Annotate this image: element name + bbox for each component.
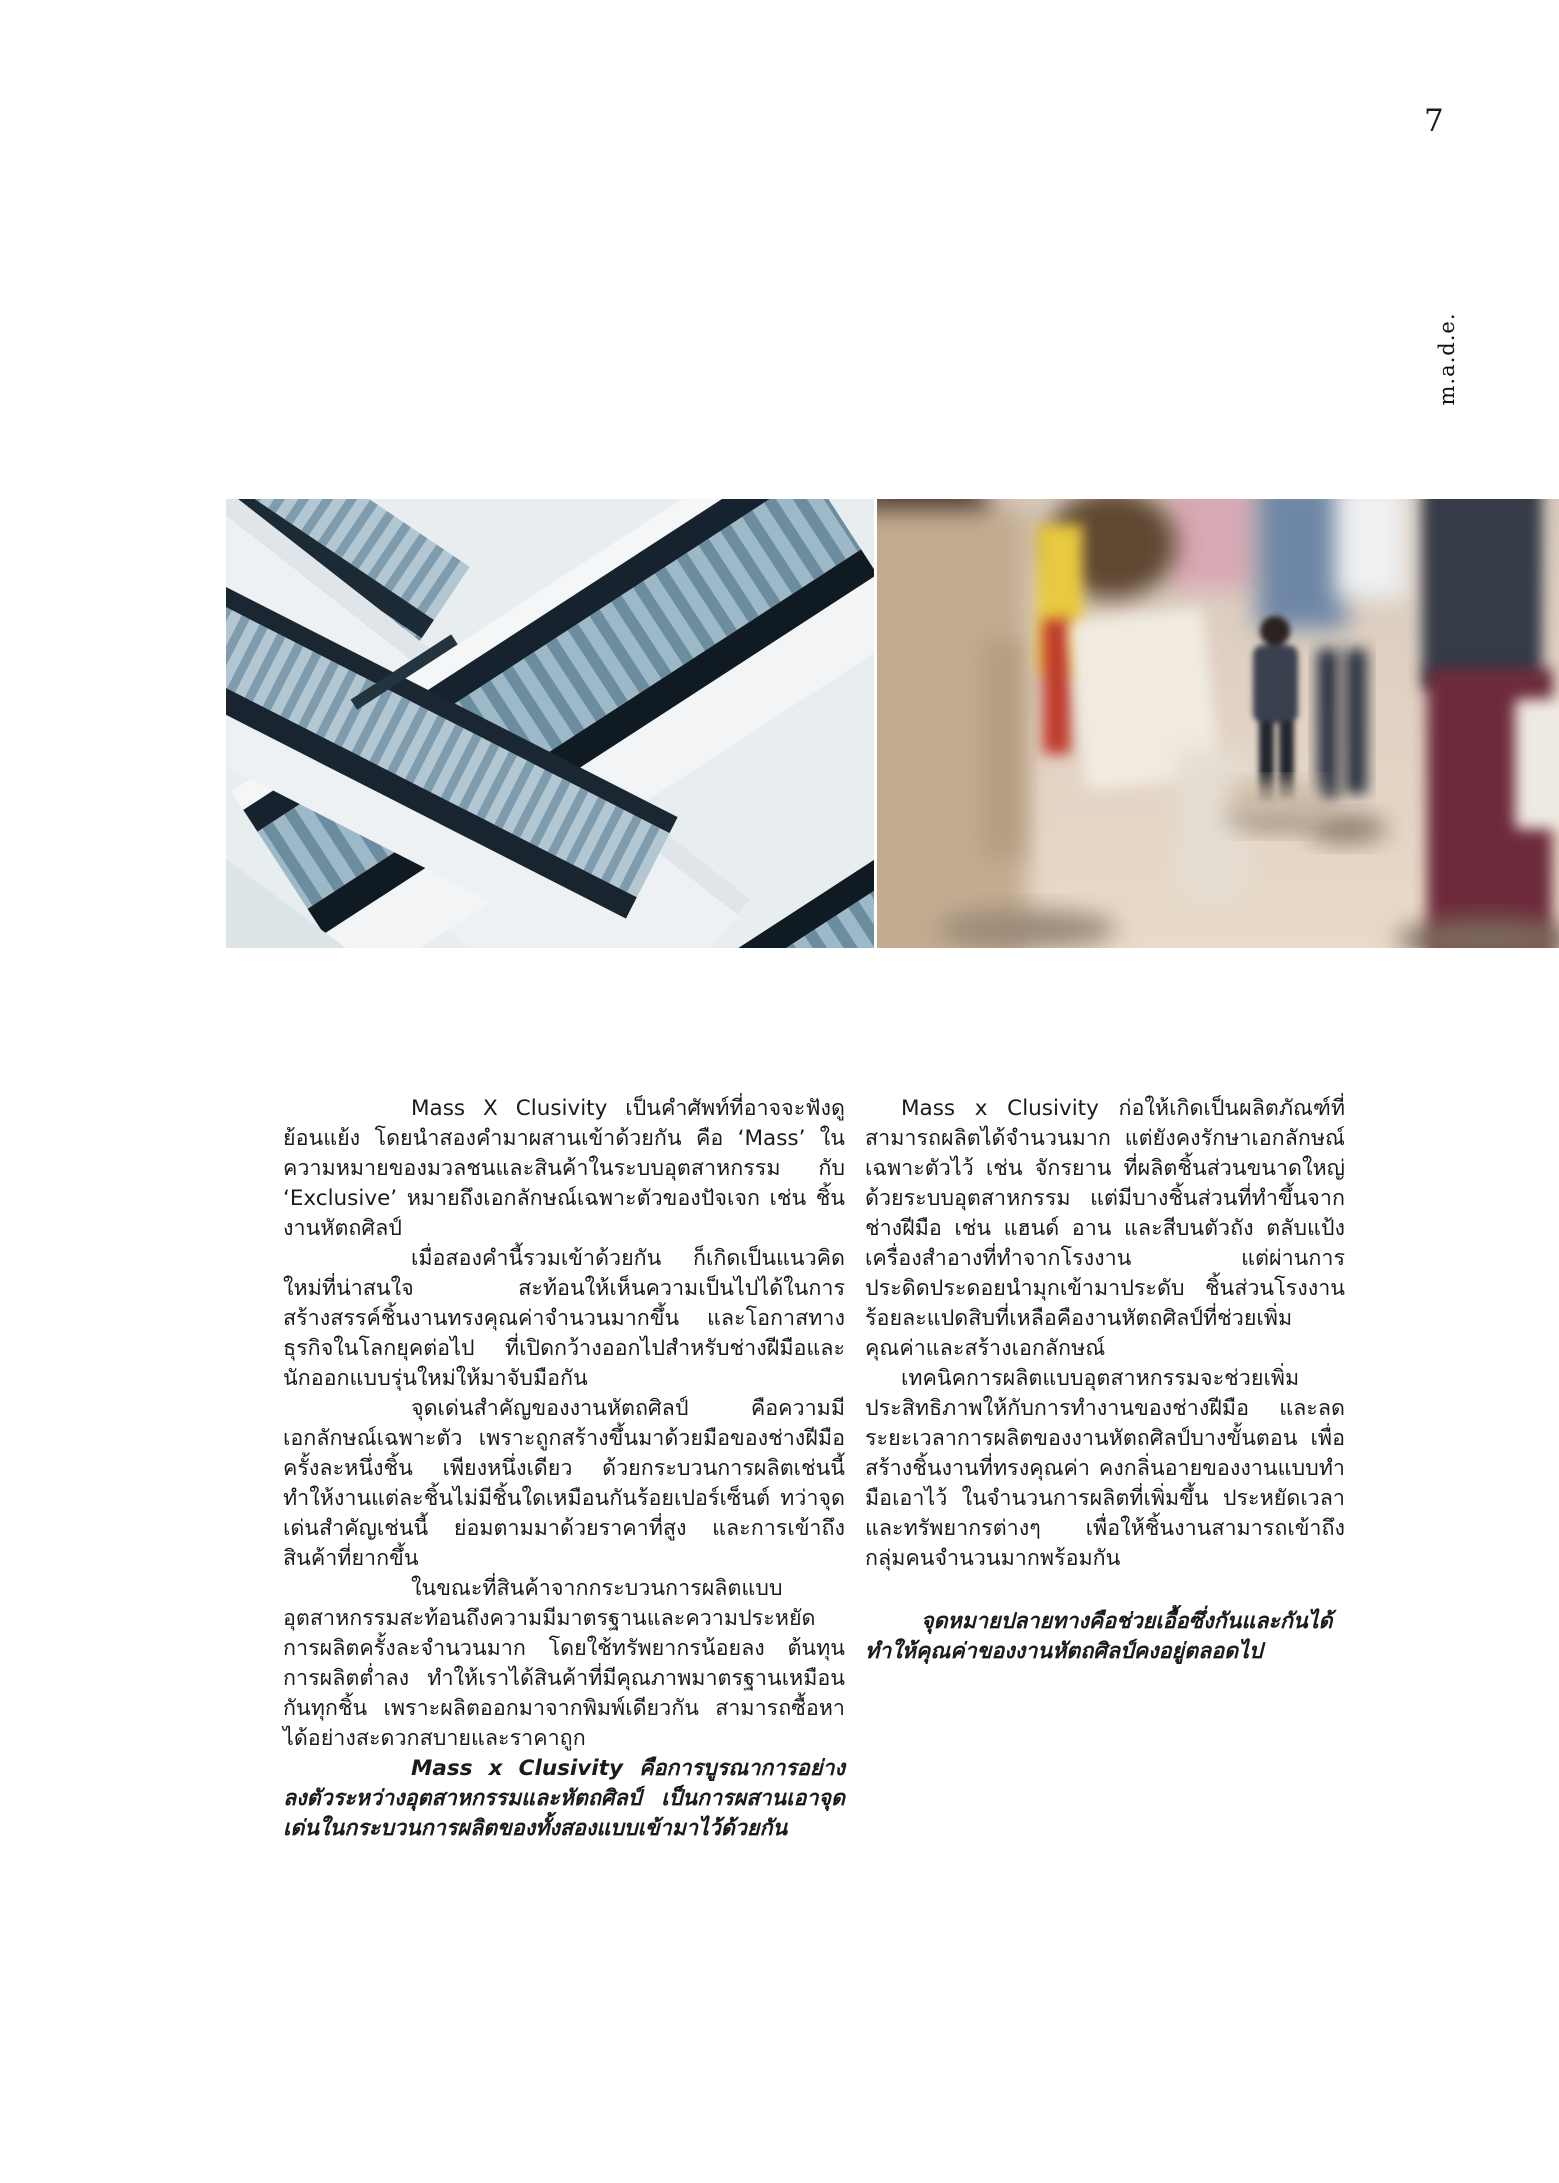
crowd-illustration bbox=[877, 499, 1559, 948]
page-number: 7 bbox=[1424, 103, 1444, 139]
crowd-photo bbox=[877, 499, 1559, 948]
article-paragraph: Mass X Clusivity เป็นคำศัพท์ที่อาจจะฟังดูย้อนแย้ง โดยนำสองคำมาผสานเข้าด้วยกัน คือ ‘Mass’ ในความหมายของมวลชนและสินค้าในระบบอุตสาหกรรม กับ ‘Exclusive’ หมายถึงเอกลักษณ์เฉพาะตัวของปัจเจก เช่น ชิ้นงานหัตถศิลป์ bbox=[283, 1096, 845, 1241]
escalators-photo bbox=[226, 499, 874, 948]
article-column-left bbox=[283, 1094, 845, 1844]
article-column-right bbox=[865, 1094, 1345, 1667]
article-paragraph: ในขณะที่สินค้าจากกระบวนการผลิตแบบอุตสาหกรรมสะท้อนถึงความมีมาตรฐานและความประหยัด การผลิตครั้งละจำนวนมาก โดยใช้ทรัพยากรน้อยลง ต้นทุนการผลิตต่ำลง ทำให้เราได้สินค้าที่มีคุณภาพมาตรฐานเหมือนกันทุกชิ้น เพราะผลิตออกมาจากพิมพ์เดียวกัน สามารถซื้อหาได้อย่างสะดวกสบายและราคาถูก bbox=[283, 1576, 845, 1751]
article-paragraph-emphasis: Mass x Clusivity คือการบูรณาการอย่างลงตัวระหว่างอุตสาหกรรมและหัตถศิลป์ เป็นการผสานเอาจุดเด่นในกระบวนการผลิตของทั้งสองแบบเข้ามาไว้ด้วยกัน bbox=[283, 1756, 845, 1841]
article-paragraph: เมื่อสองคำนี้รวมเข้าด้วยกัน ก็เกิดเป็นแนวคิดใหม่ที่น่าสนใจ สะท้อนให้เห็นความเป็นไปได้ในการสร้างสรรค์ชิ้นงานทรงคุณค่าจำนวนมากขึ้น และโอกาสทางธุรกิจในโลกยุคต่อไป ที่เปิดกว้างออกไปสำหรับช่างฝีมือและนักออกแบบรุ่นใหม่ให้มาจับมือกัน bbox=[283, 1246, 845, 1391]
article-paragraph: จุดเด่นสำคัญของงานหัตถศิลป์ คือความมีเอกลักษณ์เฉพาะตัว เพราะถูกสร้างขึ้นมาด้วยมือของช่างฝีมือครั้งละหนึ่งชิ้น เพียงหนึ่งเดียว ด้วยกระบวนการผลิตเช่นนี้ทำให้งานแต่ละชิ้นไม่มีชิ้นใดเหมือนกันร้อยเปอร์เซ็นต์ ทว่าจุดเด่นสำคัญเช่นนี้ ย่อมตามมาด้วยราคาที่สูง และการเข้าถึงสินค้าที่ยากขึ้น bbox=[283, 1396, 845, 1571]
article-paragraph: Mass x Clusivity ก่อให้เกิดเป็นผลิตภัณฑ์ที่สามารถผลิตได้จำนวนมาก แต่ยังคงรักษาเอกลักษณ์เฉพาะตัวไว้ เช่น จักรยาน ที่ผลิตชิ้นส่วนขนาดใหญ่ด้วยระบบอุตสาหกรรม แต่มีบางชิ้นส่วนที่ทำขึ้นจากช่างฝีมือ เช่น แฮนด์ อาน และสีบนตัวถัง ตลับแป้งเครื่องสำอางที่ทำจากโรงงาน แต่ผ่านการประดิดประดอยนำมุกเข้ามาประดับ ชิ้นส่วนโรงงานร้อยละแปดสิบที่เหลือคืองานหัตถศิลป์ที่ช่วยเพิ่มคุณค่าและสร้างเอกลักษณ์ bbox=[865, 1096, 1345, 1361]
article-paragraph: เทคนิคการผลิตแบบอุตสาหกรรมจะช่วยเพิ่มประสิทธิภาพให้กับการทำงานของช่างฝีมือ และลดระยะเวลาการผลิตของงานหัตถศิลป์บางขั้นตอน เพื่อสร้างชิ้นงานที่ทรงคุณค่า คงกลิ่นอายของงานแบบทำมือเอาไว้ ในจำนวนการผลิตที่เพิ่มขึ้น ประหยัดเวลาและทรัพยากรต่างๆ เพื่อให้ชิ้นงานสามารถเข้าถึงกลุ่มคนจำนวนมากพร้อมกัน bbox=[865, 1366, 1345, 1571]
escalators-illustration bbox=[226, 499, 874, 948]
article-closing-statement: จุดหมายปลายทางคือช่วยเอื้อซึ่งกันและกันได้ ทำให้คุณค่าของงานหัตถศิลป์คงอยู่ตลอดไป bbox=[865, 1609, 1333, 1664]
magazine-title-vertical: m.a.d.e. bbox=[1435, 312, 1459, 406]
